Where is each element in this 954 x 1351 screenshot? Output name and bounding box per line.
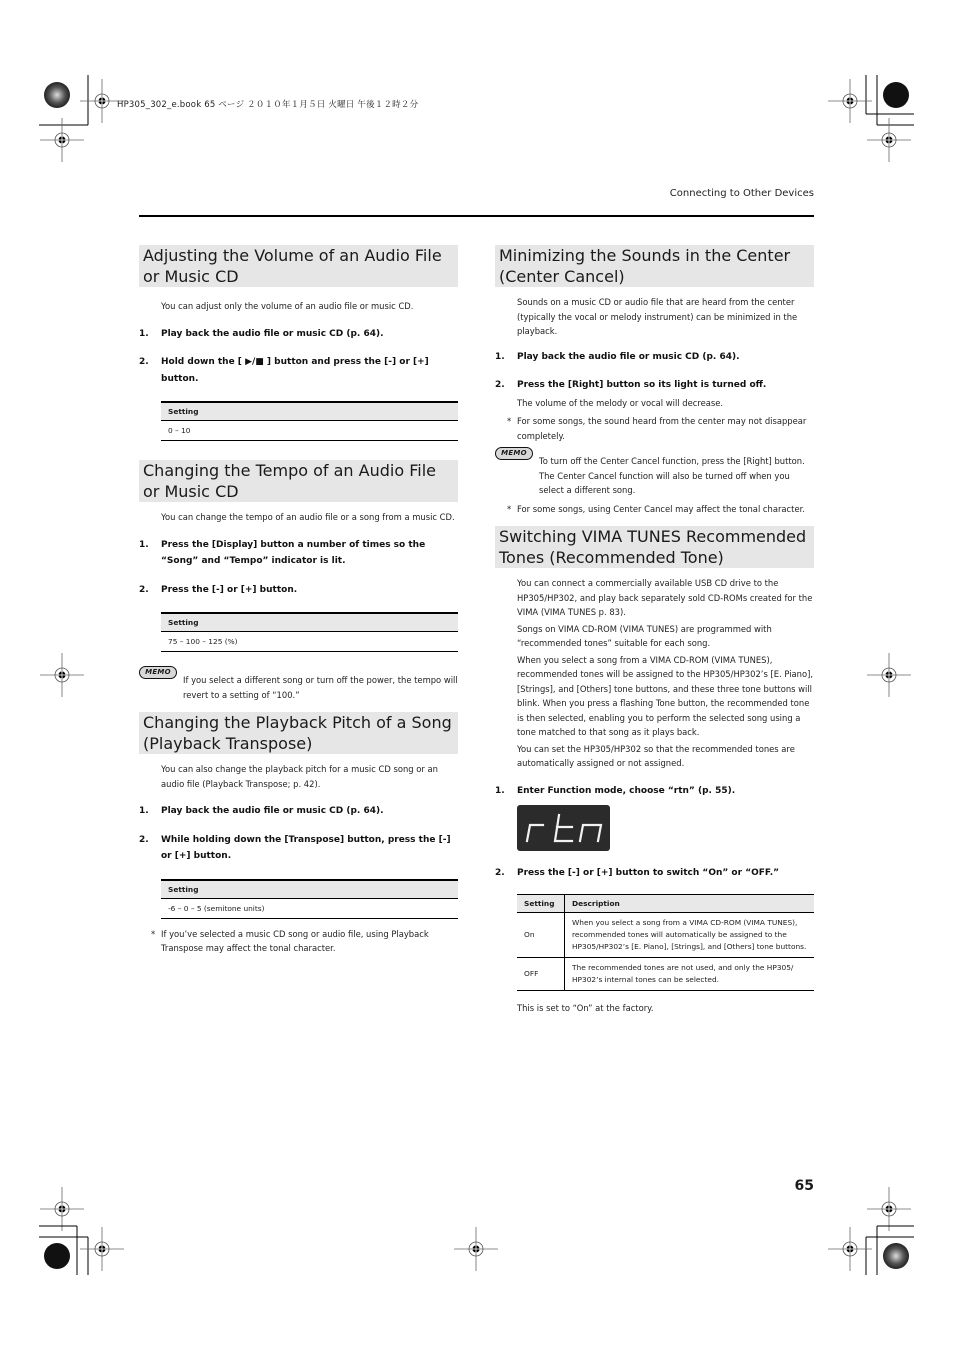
play-stop-icon: ▶/■ (245, 357, 264, 367)
step-2: 2. Press the [-] or [+] button to switch “On” or “OFF.” (495, 868, 780, 878)
setting-table: Setting 75 – 100 – 125 (%) (161, 612, 458, 652)
factory-default-note: This is set to “On” at the factory. (517, 1002, 654, 1013)
footnote: * If you’ve selected a music CD song or audio file, using Playback Transpose may affect the tonal character. (151, 928, 429, 953)
section-heading: Changing the Tempo of an Audio File or Music CD (139, 460, 458, 502)
section-heading: Minimizing the Sounds in the Center (Center Cancel) (495, 245, 814, 287)
right-column (495, 245, 814, 1015)
setting-description-table: Setting Description On When you select a song from a VIMA CD-ROM (VIMA TUNES), recommended tones will automatically be assigned to the HP305/HP302’s [E. Piano], [Strings], and [Others] tone buttons. OFF The recommended tones are not used, and only the HP305/ HP302’s internal tones can be selected. (517, 894, 814, 991)
page-number: 65 (794, 1178, 814, 1194)
footnote: * For some songs, the sound heard from the center may not disappear completely. (507, 416, 807, 441)
step-1: 1. Play back the audio file or music CD (p. 64). (495, 351, 740, 362)
step-1: 1. Play back the audio file or music CD (p. 64). (139, 328, 384, 339)
section-playback-pitch (139, 712, 458, 956)
step-1: 1. Play back the audio file or music CD (p. 64). (139, 806, 384, 816)
print-slug: HP305_302_e.book 65 ページ ２０１０年１月５日 火曜日 午後１２時２分 (117, 100, 419, 110)
section-heading: Switching VIMA TUNES Recommended Tones (Recommended Tone) (495, 526, 814, 568)
step-2: 2. Hold down the [ ▶/■ ] button and press the [-] or [+] button. (139, 357, 429, 384)
table-row: OFF The recommended tones are not used, and only the HP305/ HP302’s internal tones can be selected. (517, 957, 814, 990)
lcd-rtn-glyphs (517, 805, 610, 851)
step-1: 1. Press the [Display] button a number of times so the “Song” and “Tempo” indicator is lit. (139, 539, 426, 566)
memo-icon: MEMO (495, 447, 533, 460)
setting-table: Setting -6 – 0 – 5 (semitone units) (161, 879, 458, 919)
memo-note: MEMO To turn off the Center Cancel function, press the [Right] button. The Center Cancel function will also be turned off when you select a different song. (495, 447, 814, 498)
body-paragraph: When you select a song from a VIMA CD-ROM (VIMA TUNES), recommended tones will be assigned to the HP305/HP302’s [E. Piano], [Strings], and [Others] tone buttons, and these three tone buttons will blink. When you press a flashing Tone button, the recommended tone is then selected, enabling you to perform the selected song using a tone matched to that song as it plays back. (517, 654, 814, 737)
section-volume (139, 245, 458, 441)
intro-text: You can also change the playback pitch for a music CD song or an audio file (Playback Transpose; p. 42). (161, 764, 438, 789)
section-vima-tunes (495, 526, 814, 1015)
body-paragraph: You can set the HP305/HP302 so that the recommended tones are automatically assigned or not assigned. (517, 743, 795, 768)
section-heading: Adjusting the Volume of an Audio File or Music CD (139, 245, 458, 287)
running-head: Connecting to Other Devices (669, 188, 814, 199)
step-2: 2. While holding down the [Transpose] button, press the [-] or [+] button. (139, 834, 451, 861)
table-row: On When you select a song from a VIMA CD-ROM (VIMA TUNES), recommended tones will automatically be assigned to the HP305/HP302’s [E. Piano], [Strings], and [Others] tone buttons. (517, 912, 814, 957)
left-column (139, 245, 458, 956)
section-tempo (139, 460, 458, 702)
section-center-cancel (495, 245, 814, 516)
section-heading: Changing the Playback Pitch of a Song (Playback Transpose) (139, 712, 458, 754)
step-2: 2. Press the [-] or [+] button. (139, 584, 298, 595)
step-result: The volume of the melody or vocal will decrease. (517, 397, 724, 408)
intro-text: Sounds on a music CD or audio file that are heard from the center (typically the vocal or melody instrument) can be minimized in the playback. (517, 297, 798, 336)
header-rule (139, 215, 814, 217)
body-paragraph: You can connect a commercially available USB CD drive to the HP305/HP302, and play back separately sold CD-ROMs created for the VIMA (VIMA TUNES p. 83). (517, 578, 813, 617)
intro-text: You can adjust only the volume of an audio file or music CD. (161, 301, 414, 311)
step-1: 1. Enter Function mode, choose “rtn” (p. 55). (495, 785, 736, 796)
body-paragraph: Songs on VIMA CD-ROM (VIMA TUNES) are programmed with “recommended tones” suitable for each song. (517, 623, 772, 648)
intro-text: You can change the tempo of an audio file or a song from a music CD. (161, 512, 455, 522)
lcd-display (517, 805, 610, 851)
memo-note: MEMO If you select a different song or turn off the power, the tempo will revert to a setting of “100.” (139, 666, 458, 702)
step-2: 2. Press the [Right] button so its light is turned off. (495, 380, 767, 390)
setting-table: Setting 0 – 10 (161, 401, 458, 441)
memo-icon: MEMO (139, 666, 177, 679)
footnote: * For some songs, using Center Cancel may affect the tonal character. (507, 503, 805, 514)
